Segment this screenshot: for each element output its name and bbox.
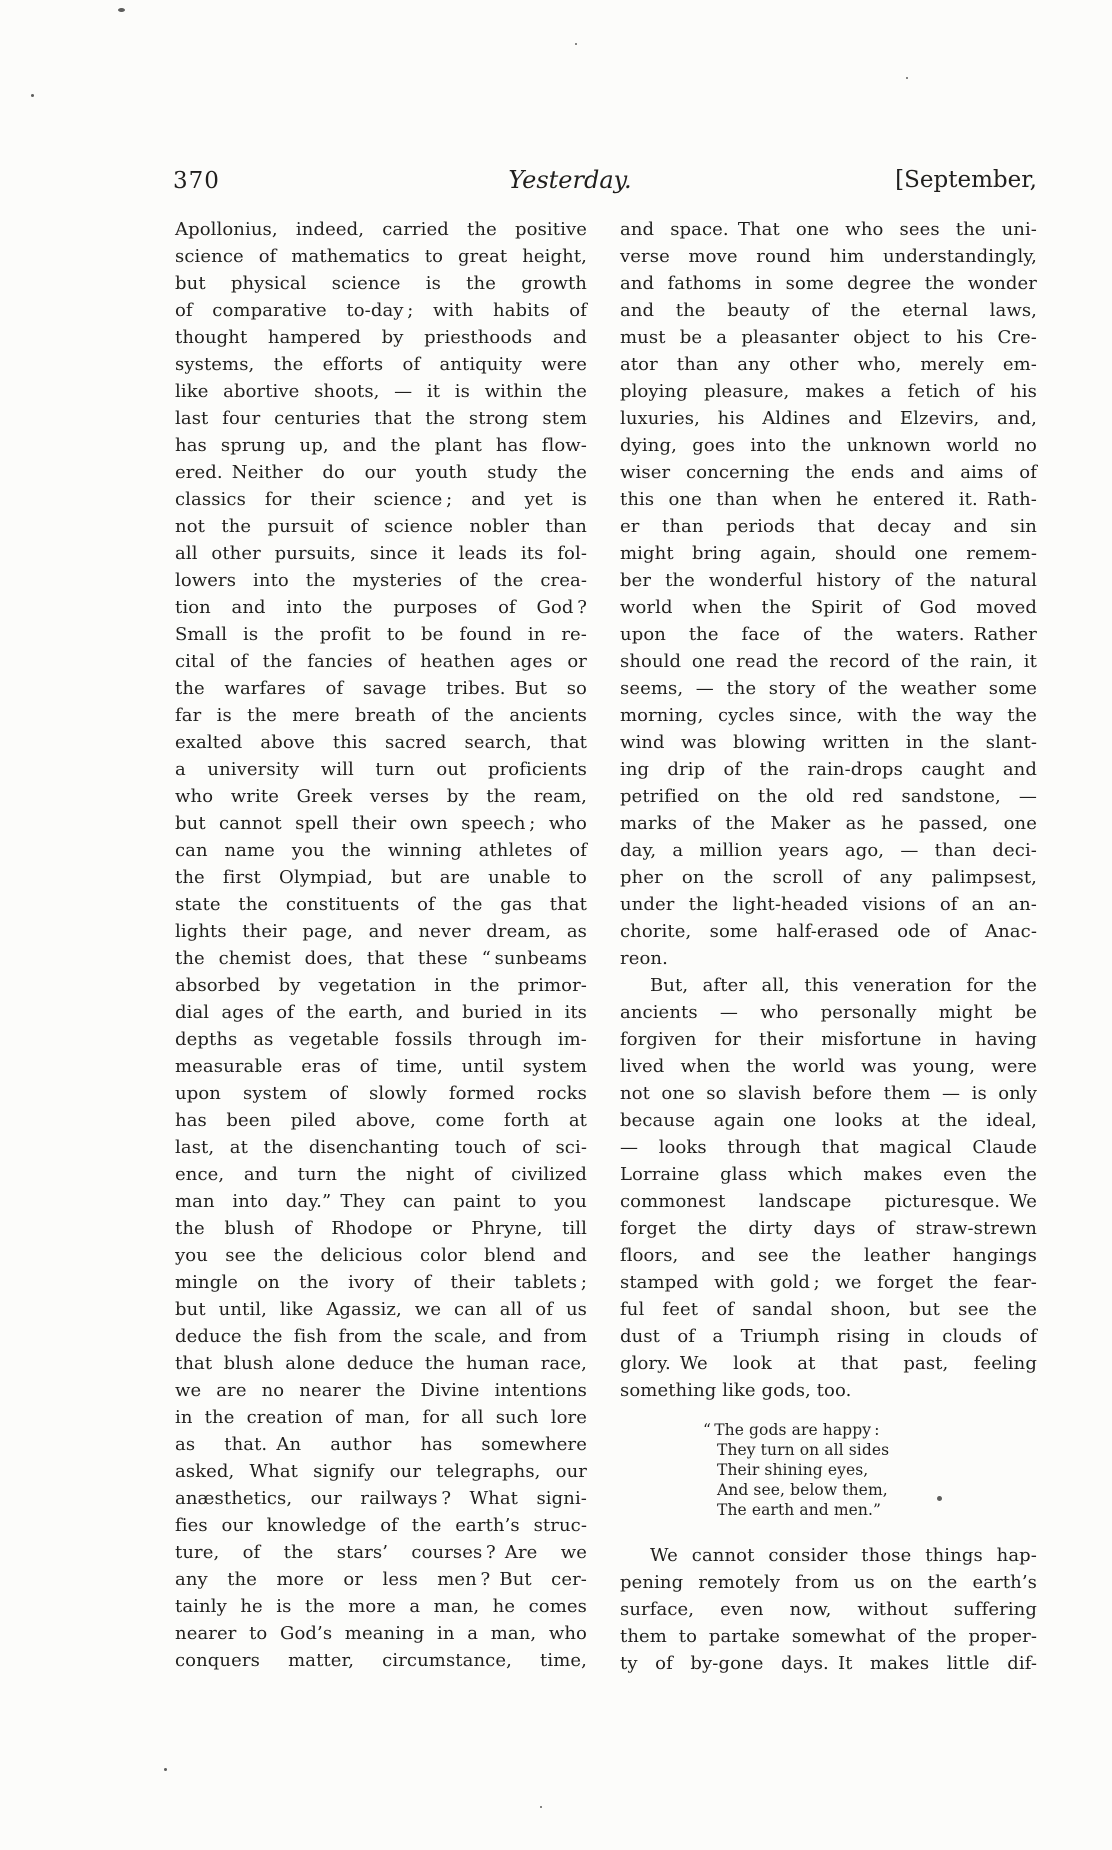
text-line: all other pursuits, since it leads its fol- [175, 543, 587, 564]
text-line: cital of the fancies of heathen ages or [175, 651, 587, 672]
text-line: They turn on all sides [717, 1441, 890, 1459]
text-line: fies our knowledge of the earth’s struc- [175, 1515, 587, 1536]
text-line: Lorraine glass which makes even the [620, 1164, 1037, 1185]
text-line: exalted above this sacred search, that [175, 732, 587, 753]
text-line: reon. [620, 948, 668, 969]
text-line: and space. That one who sees the uni- [620, 219, 1037, 240]
text-line: wiser concerning the ends and aims of [620, 462, 1037, 483]
text-line: but until, like Agassiz, we can all of us [175, 1299, 587, 1320]
text-line: commonest landscape picturesque. We [620, 1191, 1037, 1212]
text-line: not the pursuit of science nobler than [175, 516, 587, 537]
paragraph [620, 1542, 1037, 1677]
paragraph [620, 216, 1037, 972]
text-line: morning, cycles since, with the way the [620, 705, 1037, 726]
paragraph [175, 216, 587, 1674]
text-line: like abortive shoots, — it is within the [175, 381, 587, 402]
text-line: the blush of Rhodope or Phryne, till [175, 1218, 587, 1239]
paragraph [620, 972, 1037, 1404]
text-line: — looks through that magical Claude [620, 1137, 1037, 1158]
text-line: ty of by-gone days. It makes little dif- [620, 1653, 1037, 1674]
text-line: classics for their science ; and yet is [175, 489, 587, 510]
right-column [620, 216, 1037, 1677]
text-line: science of mathematics to great height, [175, 246, 587, 267]
text-line: but physical science is the growth [175, 273, 587, 294]
text-line: but cannot spell their own speech ; who [175, 813, 587, 834]
text-line: this one than when he entered it. Rath- [620, 489, 1037, 510]
page-number: 370 [173, 168, 220, 194]
text-line: ful feet of sandal shoon, but see the [620, 1299, 1037, 1320]
issue-label: [September, [895, 167, 1037, 193]
text-line: stamped with gold ; we forget the fear- [620, 1272, 1037, 1293]
text-line: under the light-headed visions of an an- [620, 894, 1037, 915]
text-line: luxuries, his Aldines and Elzevirs, and, [620, 408, 1037, 429]
text-line: Small is the profit to be found in re- [175, 624, 587, 645]
text-line: ber the wonderful history of the natural [620, 570, 1037, 591]
left-column [175, 216, 587, 1677]
text-line: and fathoms in some degree the wonder [620, 273, 1037, 294]
text-line: because again one looks at the ideal, [620, 1110, 1037, 1131]
text-line: last four centuries that the strong stem [175, 408, 587, 429]
text-line: that blush alone deduce the human race, [175, 1353, 587, 1374]
text-line: the warfares of savage tribes. But so [175, 678, 587, 699]
text-line: seems, — the story of the weather some [620, 678, 1037, 699]
text-line: a university will turn out proficients [175, 759, 587, 780]
text-line: last, at the disenchanting touch of sci- [175, 1137, 587, 1158]
text-line: state the constituents of the gas that [175, 894, 587, 915]
text-line: lived when the world was young, were [620, 1056, 1037, 1077]
text-line: who write Greek verses by the ream, [175, 786, 587, 807]
text-line: floors, and see the leather hangings [620, 1245, 1037, 1266]
text-line: ered. Neither do our youth study the [175, 462, 587, 483]
text-line: dying, goes into the unknown world no [620, 435, 1037, 456]
text-line: dust of a Triumph rising in clouds of [620, 1326, 1037, 1347]
text-line: upon the face of the waters. Rather [620, 624, 1037, 645]
text-line: something like gods, too. [620, 1380, 852, 1401]
text-line: mingle on the ivory of their tablets ; [175, 1272, 587, 1293]
text-line: anæsthetics, our railways ? What signi- [175, 1488, 587, 1509]
text-line: we are no nearer the Divine intentions [175, 1380, 587, 1401]
text-line: man into day.” They can paint to you [175, 1191, 587, 1212]
text-line: ploying pleasure, makes a fetich of his [620, 381, 1037, 402]
text-line: you see the delicious color blend and [175, 1245, 587, 1266]
text-line: And see, below them, [717, 1481, 888, 1499]
text-line: conquers matter, circumstance, time, [175, 1650, 587, 1671]
text-line: can name you the winning athletes of [175, 840, 587, 861]
text-line: might bring again, should one remem- [620, 543, 1037, 564]
scan-speck [575, 43, 577, 45]
text-line: We cannot consider those things hap- [650, 1545, 1037, 1566]
text-line: nearer to God’s meaning in a man, who [175, 1623, 587, 1644]
text-line: petrified on the old red sandstone, — [620, 786, 1037, 807]
scan-speck [164, 1768, 167, 1771]
text-line: pening remotely from us on the earth’s [620, 1572, 1037, 1593]
scan-speck [937, 1496, 942, 1501]
text-line: forgiven for their misfortune in having [620, 1029, 1037, 1050]
text-line: world when the Spirit of God moved [620, 597, 1037, 618]
text-line: should one read the record of the rain, it [620, 651, 1037, 672]
text-line: day, a million years ago, — than deci- [620, 840, 1037, 861]
text-line: as that. An author has somewhere [175, 1434, 587, 1455]
text-line: surface, even now, without suffering [620, 1599, 1037, 1620]
text-line: Their shining eyes, [717, 1461, 869, 1479]
text-line: of comparative to-day ; with habits of [175, 300, 587, 321]
text-line: chorite, some half-erased ode of Anac- [620, 921, 1037, 942]
text-line: lights their page, and never dream, as [175, 921, 587, 942]
text-line: absorbed by vegetation in the primor- [175, 975, 587, 996]
text-line: thought hampered by priesthoods and [175, 327, 587, 348]
text-line: ence, and turn the night of civilized [175, 1164, 587, 1185]
text-line: deduce the fish from the scale, and from [175, 1326, 587, 1347]
text-line: Apollonius, indeed, carried the positive [175, 219, 587, 240]
text-line: But, after all, this veneration for the [650, 975, 1037, 996]
text-line: and the beauty of the eternal laws, [620, 300, 1037, 321]
text-line: marks of the Maker as he passed, one [620, 813, 1037, 834]
text-line: must be a pleasanter object to his Cre- [620, 327, 1037, 348]
text-line: has been piled above, come forth at [175, 1110, 587, 1131]
text-line: in the creation of man, for all such lore [175, 1407, 587, 1428]
text-line: ancients — who personally might be [620, 1002, 1037, 1023]
text-line: depths as vegetable fossils through im- [175, 1029, 587, 1050]
text-line: lowers into the mysteries of the crea- [175, 570, 587, 591]
text-line: the first Olympiad, but are unable to [175, 867, 587, 888]
text-line: ing drip of the rain-drops caught and [620, 759, 1037, 780]
text-line: systems, the efforts of antiquity were [175, 354, 587, 375]
scan-speck [118, 8, 125, 12]
text-line: ture, of the stars’ courses ? Are we [175, 1542, 587, 1563]
text-line: The earth and men.” [717, 1501, 882, 1519]
poem-quote [703, 1420, 1037, 1520]
text-columns [175, 216, 1037, 1677]
text-line: measurable eras of time, until system [175, 1056, 587, 1077]
text-line: pher on the scroll of any palimpsest, [620, 867, 1037, 888]
text-line: forget the dirty days of straw-strewn [620, 1218, 1037, 1239]
text-line: any the more or less men ? But cer- [175, 1569, 587, 1590]
scan-speck [540, 1806, 542, 1808]
text-line: asked, What signify our telegraphs, our [175, 1461, 587, 1482]
text-line: tainly he is the more a man, he comes [175, 1596, 587, 1617]
text-line: dial ages of the earth, and buried in its [175, 1002, 587, 1023]
text-line: the chemist does, that these “ sunbeams [175, 948, 587, 969]
text-line: them to partake somewhat of the proper- [620, 1626, 1037, 1647]
text-line: not one so slavish before them — is only [620, 1083, 1037, 1104]
text-line: er than periods that decay and sin [620, 516, 1037, 537]
text-line: “ The gods are happy : [703, 1421, 880, 1439]
page-header [0, 166, 1112, 200]
text-line: has sprung up, and the plant has flow- [175, 435, 587, 456]
text-line: tion and into the purposes of God ? [175, 597, 587, 618]
text-line: verse move round him understandingly, [620, 246, 1037, 267]
running-title: Yesterday. [508, 166, 632, 194]
scan-speck [906, 77, 908, 79]
text-line: far is the mere breath of the ancients [175, 705, 587, 726]
text-line: ator than any other who, merely em- [620, 354, 1037, 375]
scan-speck [31, 94, 34, 97]
text-line: wind was blowing written in the slant- [620, 732, 1037, 753]
text-line: upon system of slowly formed rocks [175, 1083, 587, 1104]
text-line: glory. We look at that past, feeling [620, 1353, 1037, 1374]
